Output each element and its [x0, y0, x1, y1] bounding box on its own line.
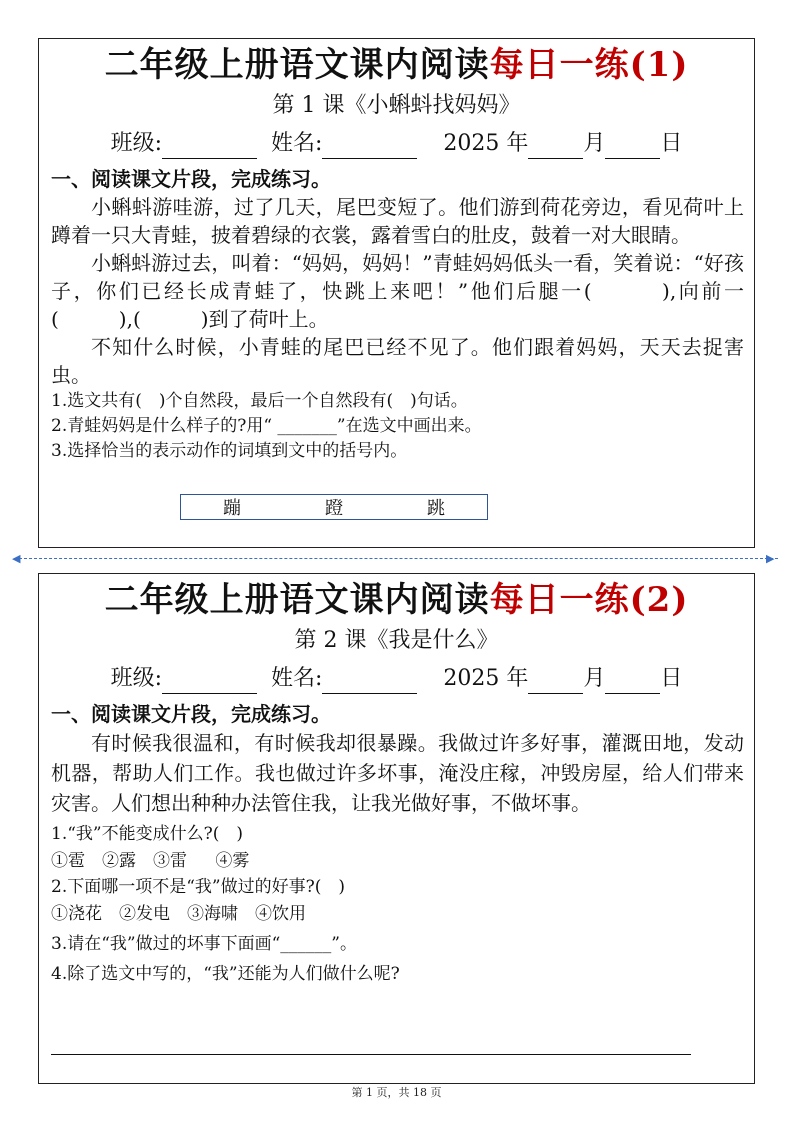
- card1-lesson-title: 第 1 课《小蝌蚪找妈妈》: [272, 93, 521, 118]
- word-option[interactable]: 蹦: [223, 498, 241, 519]
- card1-section-heading: 一、阅读课文片段，完成练习。: [51, 167, 331, 191]
- card2-title-red: 每日一练(2): [489, 580, 689, 620]
- card1-info-row: [39, 129, 754, 159]
- day-label: 日: [660, 666, 683, 691]
- year-label: 2025 年: [443, 131, 529, 156]
- month-field[interactable]: [528, 134, 583, 159]
- card2-section-heading: 一、阅读课文片段，完成练习。: [51, 702, 331, 726]
- card2-title-main: 二年级上册语文课内阅读: [104, 580, 490, 620]
- card2-question-1: 1.“我”不能变成什么?( ): [51, 824, 243, 844]
- exercise-card-1: [38, 38, 755, 548]
- day-field[interactable]: [605, 134, 660, 159]
- card1-paragraph-3: 不知什么时候，小青蛙的尾巴已经不见了。他们跟着妈妈，天天去捉害虫。: [51, 335, 744, 387]
- card1-paragraph-1: 小蝌蚪游哇游，过了几天，尾巴变短了。他们游到荷花旁边，看见荷叶上蹲着一只大青蛙，披着碧绿的衣裳，露着雪白的肚皮，鼓着一对大眼睛。: [51, 195, 744, 247]
- card2-question-4: 4.除了选文中写的，“我”还能为人们做什么呢?: [51, 964, 400, 984]
- month-label: 月: [583, 666, 606, 691]
- page-footer: 第 1 页，共 18 页: [351, 1086, 442, 1099]
- word-option[interactable]: 蹬: [325, 498, 343, 519]
- card2-title: [39, 580, 754, 620]
- exercise-card-2: [38, 573, 755, 1084]
- card1-paragraph-2: 小蝌蚪游过去，叫着：“妈妈，妈妈！”青蛙妈妈低头一看，笑着说：“好孩子，你们已经长成青蛙了，快跳上来吧！”他们后腿一( ),向前一( ),( )到了荷叶上。: [51, 251, 744, 331]
- card2-paragraph-1: 有时候我很温和，有时候我却很暴躁。我做过许多好事，灌溉田地，发动机器，帮助人们工作。我也做过许多坏事，淹没庄稼，冲毁房屋，给人们带来灾害。人们想出种种办法管住我，让我光做好事，不做坏事。: [51, 731, 744, 815]
- name-field[interactable]: [322, 669, 417, 694]
- card1-question-1: 1.选文共有( )个自然段，最后一个自然段有( )句话。: [51, 391, 468, 411]
- arrow-left-icon: ◀: [12, 552, 21, 565]
- answer-line[interactable]: [51, 1054, 691, 1055]
- class-label: 班级:: [110, 131, 162, 156]
- arrow-right-icon: ▶: [766, 552, 775, 565]
- name-field[interactable]: [322, 134, 417, 159]
- card1-title-red: 每日一练(1): [489, 45, 689, 85]
- dashed-divider: [14, 558, 778, 559]
- card2-info-row: [39, 664, 754, 694]
- card2-question-2-options: ①浇花 ②发电 ③海啸 ④饮用: [51, 904, 306, 924]
- card1-title-main: 二年级上册语文课内阅读: [104, 45, 490, 85]
- year-label: 2025 年: [443, 666, 529, 691]
- card1-title: [39, 45, 754, 85]
- name-label: 姓名:: [270, 666, 323, 691]
- word-option[interactable]: 跳: [427, 498, 445, 519]
- word-choice-box: [180, 494, 488, 520]
- card2-lesson-title: 第 2 课《我是什么》: [294, 628, 499, 653]
- card1-question-2: 2.青蛙妈妈是什么样子的?用“ _______”在选文中画出来。: [51, 416, 482, 436]
- month-label: 月: [583, 131, 606, 156]
- card2-question-1-options: ①雹 ②露 ③雷 ④雾: [51, 851, 250, 871]
- class-field[interactable]: [162, 669, 257, 694]
- class-field[interactable]: [162, 134, 257, 159]
- card1-question-3: 3.选择恰当的表示动作的词填到文中的括号内。: [51, 441, 408, 461]
- day-field[interactable]: [605, 669, 660, 694]
- day-label: 日: [660, 131, 683, 156]
- class-label: 班级:: [110, 666, 162, 691]
- card2-question-2: 2.下面哪一项不是“我”做过的好事?( ): [51, 877, 345, 897]
- card2-question-3: 3.请在“我”做过的坏事下面画“______”。: [51, 934, 357, 954]
- name-label: 姓名:: [270, 131, 323, 156]
- month-field[interactable]: [528, 669, 583, 694]
